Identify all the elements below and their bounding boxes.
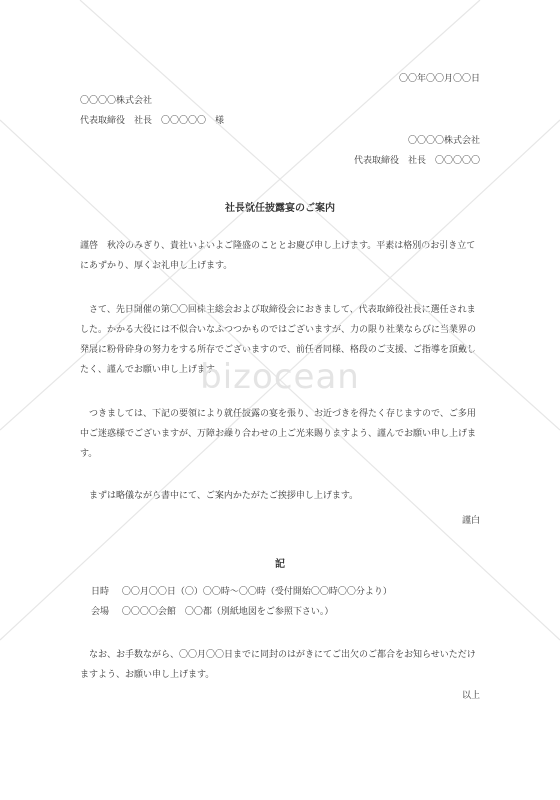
closing-word: 謹白 [461,516,480,526]
recipient-company: 〇〇〇〇株式会社 [80,96,153,106]
detail-venue [91,606,333,618]
paragraph-announcement: さて、先日開催の第〇〇回株主総会および取締役会におきまして、代表取締役社長に選任されました。かかる大役には不似合いなふつつかものではございますが、力の限り社業ならびに当業界の発展に粉骨砕身の努力をする所存でございますので、前任者同様、格段のご支援、ご指導を頂戴したく、謹んでお願い申し上げます。 [80,305,477,375]
detail-label: 日時 [91,587,110,597]
paragraph-invitation: つきましては、下記の要領により就任披露の宴を張り、お近づきを得たく存じますので、ご多用中ご迷惑様でございますが、万障お繰り合わせの上ご光来賜りますよう、謹んでお願い申し上げます。 [80,409,477,459]
watermark-text: bizocean [200,357,360,397]
recipient-person: 代表取締役 社長 〇〇〇〇〇 様 [80,116,225,126]
paragraph-greeting: 謹啓 秋冷のみぎり、貴社いよいよご隆盛のこととお慶び申し上げます。平素は格別のお引き立てにあずかり、厚くお礼申し上げます。 [80,241,476,271]
date: 〇〇年〇〇月〇〇日 [398,74,480,84]
detail-value: 〇〇〇〇会館 〇〇都（別紙地図をご参照下さい。） [121,607,334,617]
ki-heading: 記 [275,559,285,570]
detail-value: 〇〇月〇〇日（〇）〇〇時～〇〇時（受付開始〇〇時〇〇分より） [121,587,392,597]
detail-datetime [91,586,392,598]
document-title: 社長就任披露宴のご案内 [225,203,335,214]
detail-label: 会場 [91,607,110,617]
sender-company: 〇〇〇〇株式会社 [407,136,480,146]
paragraph-closing-remark: まずは略儀ながら書中にて、ご案内かたがたご挨拶申し上げます。 [89,491,359,501]
sender-person: 代表取締役 社長 〇〇〇〇〇 [353,156,480,166]
end-word: 以上 [461,691,480,701]
paragraph-rsvp: なお、お手数ながら、〇〇月〇〇日までに同封のはがきにてご出欠のご都合をお知らせいただけますよう、お願い申し上げます。 [80,650,476,680]
